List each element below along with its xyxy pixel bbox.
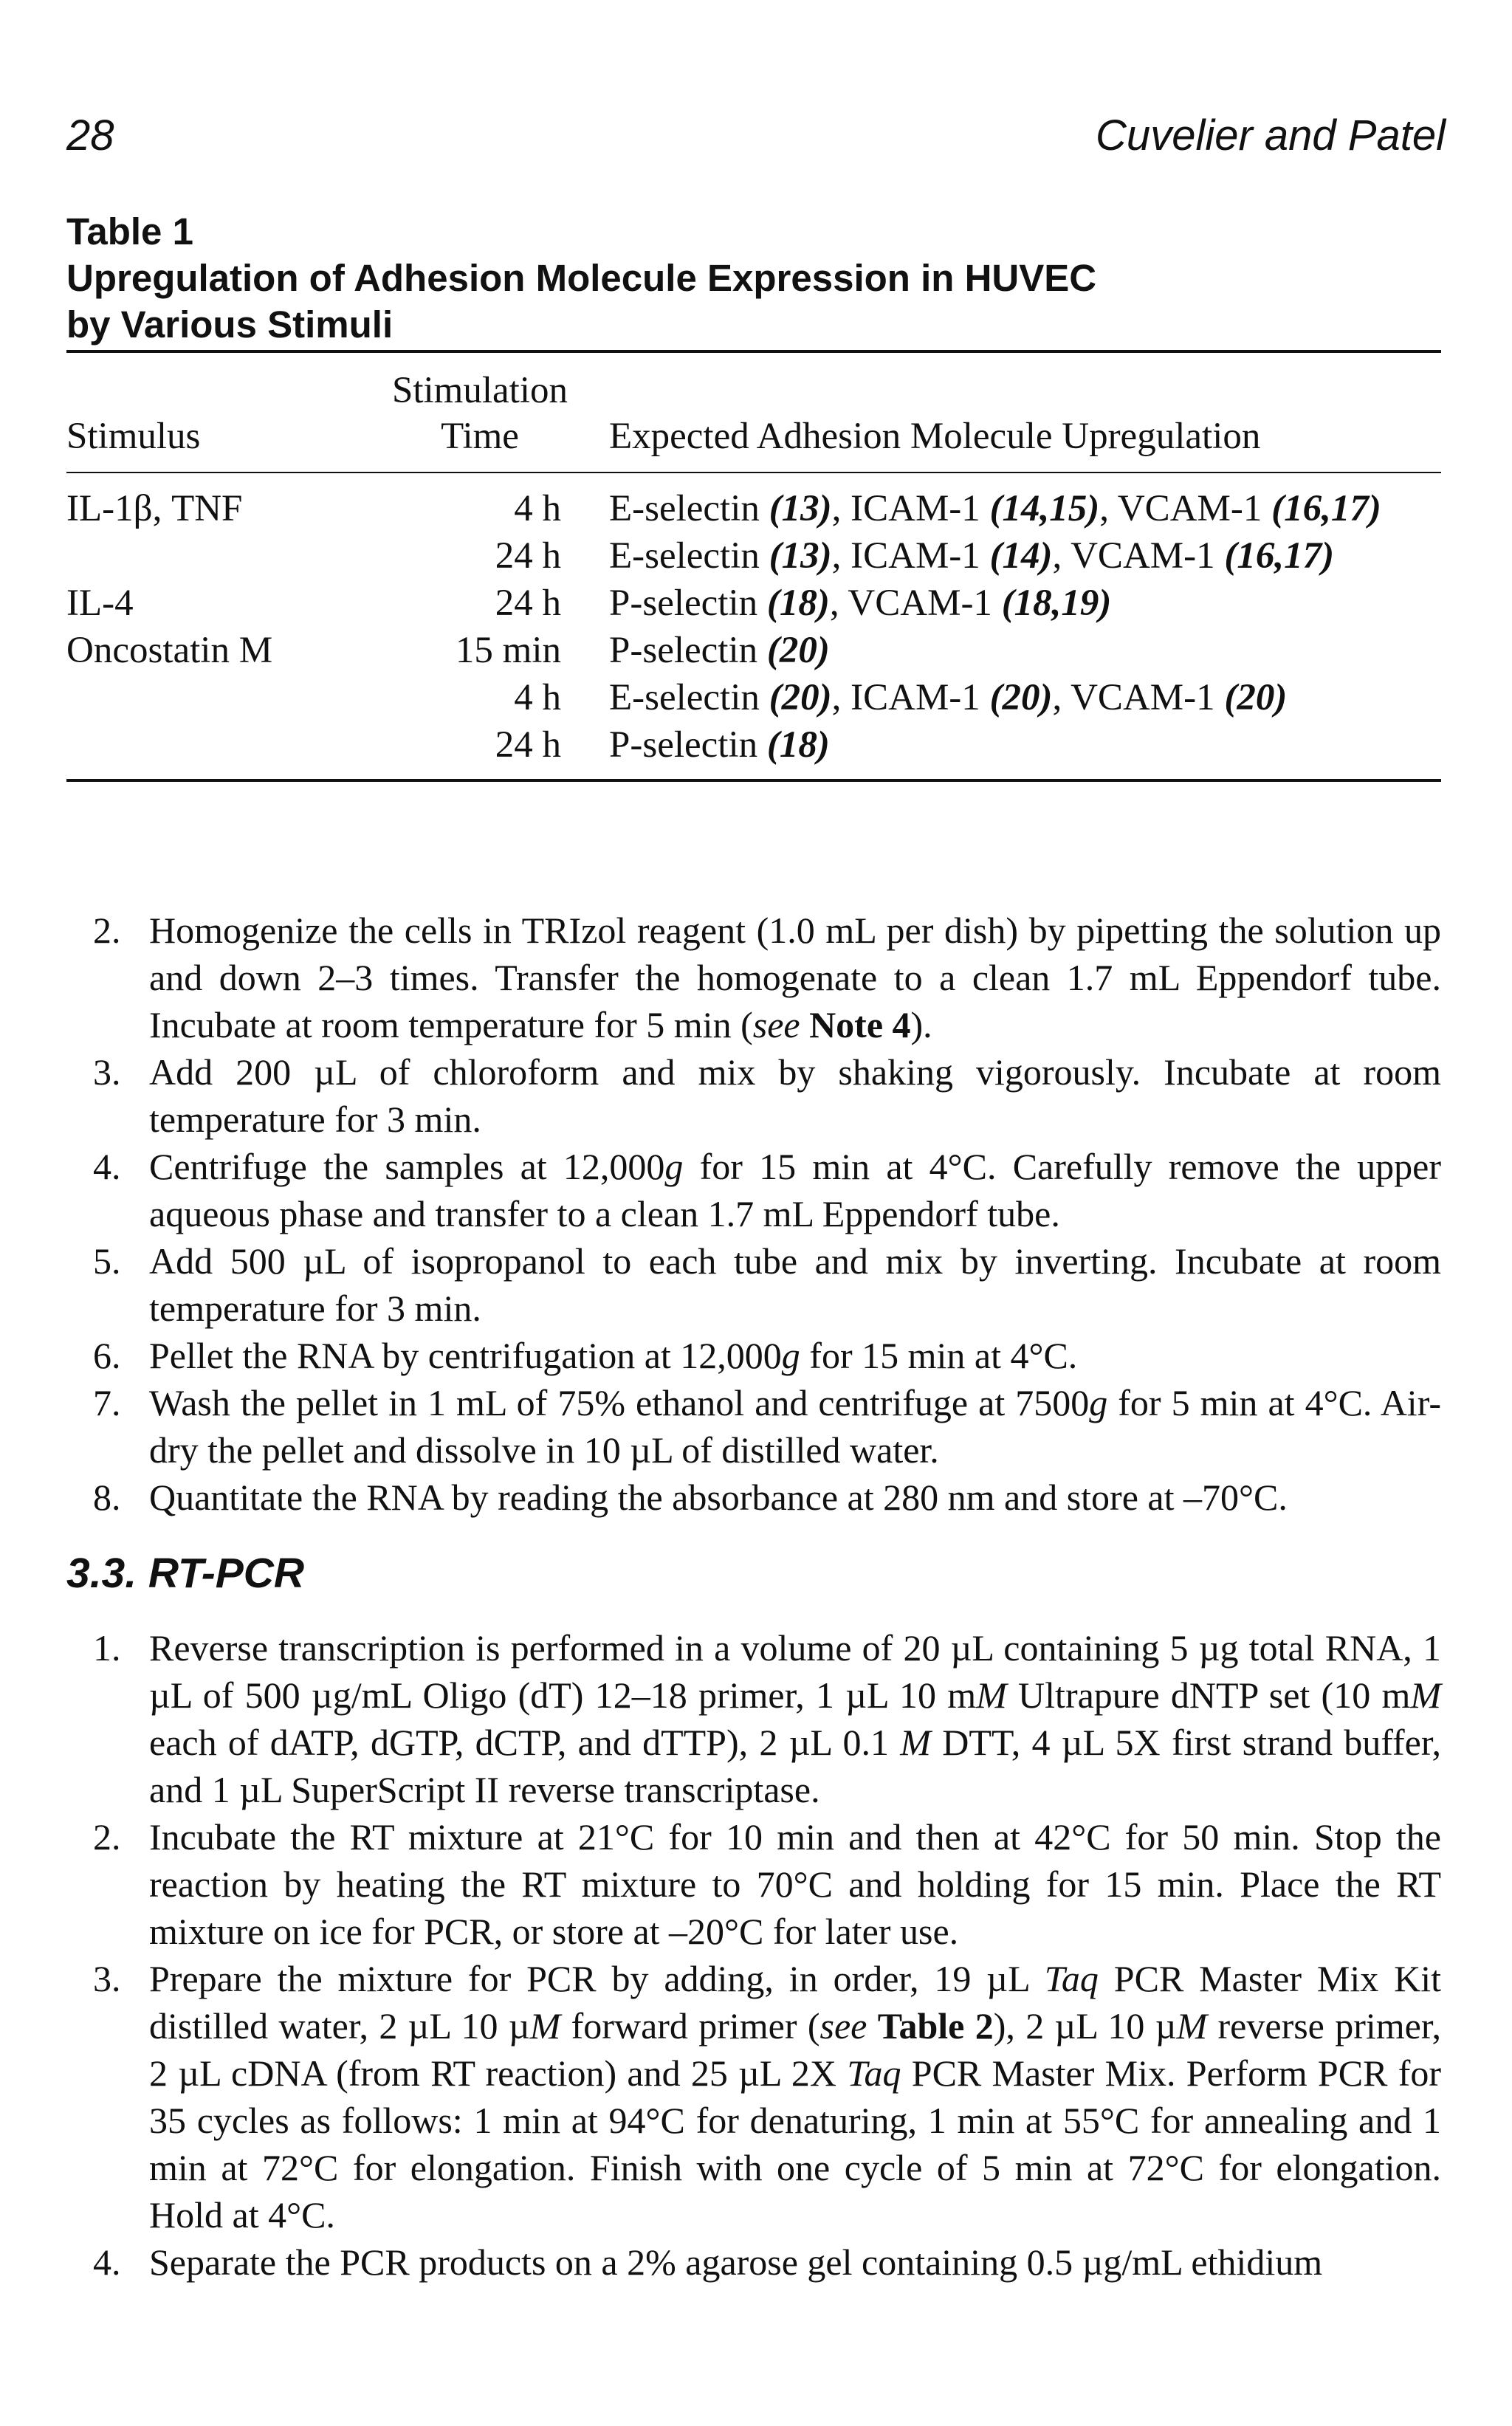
step-text bbox=[867, 2005, 877, 2047]
reference-citation: (16,17) bbox=[1224, 535, 1335, 577]
reference-citation: (16,17) bbox=[1271, 488, 1381, 529]
step-text: PCR Master Mix. Perform PCR for 35 cycles as follows: 1 min at 94°C for denaturing, 1 min at 55°C for annealing and 1 min at 72°C for elongation. Finish with one cycle of 5 min at 72°C for elongation. Hold at 4°C. bbox=[149, 2052, 1441, 2236]
header-time-line2: Time bbox=[441, 416, 519, 457]
step-text: Prepare the mixture for PCR by adding, in order, 19 µL bbox=[149, 1958, 1045, 1999]
step-text: M bbox=[1176, 2005, 1208, 2047]
list-item bbox=[66, 1624, 1441, 1813]
table-cell-stimulus: IL-1β, TNF bbox=[66, 488, 243, 529]
step-number: 4. bbox=[93, 1146, 121, 1187]
step-text: g bbox=[664, 1146, 684, 1187]
step-text: DTT, 4 µL 5X first strand buffer, and 1 µL SuperScript II reverse transcriptase. bbox=[149, 1722, 1442, 1810]
molecule-name: E-selectin bbox=[609, 535, 769, 577]
step-text: each of dATP, dGTP, dCTP, and dTTP), 2 µL 0.1 bbox=[149, 1722, 901, 1763]
table-cell-stimulus: IL-4 bbox=[66, 583, 134, 624]
step-text bbox=[800, 1004, 810, 1045]
table-cell-time: 4 h bbox=[514, 677, 561, 718]
reference-citation: (14,15) bbox=[989, 488, 1100, 529]
table-cell-expected bbox=[609, 676, 1287, 719]
molecule-name: , ICAM-1 bbox=[831, 535, 990, 577]
running-title: Cuvelier and Patel bbox=[1096, 111, 1446, 159]
step-text: see bbox=[819, 2005, 867, 2047]
step-text: g bbox=[1089, 1382, 1108, 1423]
molecule-name: , ICAM-1 bbox=[831, 488, 990, 529]
step-text: ), 2 µL 10 µ bbox=[993, 2005, 1177, 2047]
step-text: Note 4 bbox=[809, 1004, 911, 1045]
step-number: 3. bbox=[93, 1051, 121, 1093]
step-text: Add 500 µL of isopropanol to each tube and mix by inverting. Incubate at room temperature for 3 min. bbox=[149, 1240, 1441, 1329]
step-number: 8. bbox=[93, 1477, 121, 1518]
table-cell-time: 15 min bbox=[455, 630, 561, 671]
step-text: Add 200 µL of chloroform and mix by shaking vigorously. Incubate at room temperature for 3 min. bbox=[149, 1051, 1441, 1140]
list-item bbox=[66, 1379, 1441, 1474]
section-heading: 3.3. RT-PCR bbox=[66, 1550, 305, 1597]
procedure-steps-rtpcr bbox=[66, 1624, 1441, 2286]
step-text: reverse primer, 2 µL cDNA (from RT reaction) and 25 µL 2X bbox=[149, 2005, 1441, 2094]
reference-citation: (20) bbox=[766, 630, 830, 671]
step-text: forward primer ( bbox=[560, 2005, 820, 2047]
step-text: for 15 min at 4°C. bbox=[800, 1335, 1078, 1376]
step-number: 4. bbox=[93, 2241, 121, 2283]
step-text: M bbox=[900, 1722, 931, 1763]
step-text: M bbox=[529, 2005, 561, 2047]
step-text: Taq bbox=[847, 2052, 901, 2094]
list-item bbox=[66, 2238, 1441, 2286]
table-header-rule bbox=[66, 472, 1441, 473]
running-head bbox=[66, 111, 1446, 162]
page-number: 28 bbox=[66, 111, 114, 159]
table-cell-time: 24 h bbox=[495, 535, 561, 577]
step-text: g bbox=[781, 1335, 800, 1376]
molecule-name: P-selectin bbox=[609, 724, 767, 766]
step-text: Taq bbox=[1044, 1958, 1099, 1999]
table-bottom-rule bbox=[66, 779, 1441, 782]
table-cell-time: 24 h bbox=[495, 583, 561, 624]
step-number: 5. bbox=[93, 1240, 121, 1282]
step-number: 2. bbox=[93, 1816, 121, 1858]
table-title-line2: by Various Stimuli bbox=[66, 303, 394, 346]
reference-citation: (20) bbox=[1224, 677, 1288, 718]
table-label: Table 1 bbox=[66, 210, 193, 252]
table-cell-expected bbox=[609, 582, 1111, 625]
step-text: Centrifuge the samples at 12,000 bbox=[149, 1146, 665, 1187]
step-text: Separate the PCR products on a 2% agarose gel containing 0.5 µg/mL ethidium bbox=[149, 2241, 1323, 2283]
reference-citation: (20) bbox=[989, 677, 1053, 718]
step-text: Homogenize the cells in TRIzol reagent (1.0 mL per dish) by pipetting the solution up and down 2–3 times. Transfer the homogenate to a clean 1.7 mL Eppendorf tube. Incubate at room temperature for 5 min ( bbox=[149, 910, 1441, 1045]
reference-citation: (13) bbox=[769, 535, 832, 577]
table-cell-time: 4 h bbox=[514, 488, 561, 529]
step-number: 6. bbox=[93, 1335, 121, 1376]
procedure-steps-rna bbox=[66, 907, 1441, 1521]
step-number: 2. bbox=[93, 910, 121, 951]
step-text: Pellet the RNA by centrifugation at 12,000 bbox=[149, 1335, 782, 1376]
list-item bbox=[66, 907, 1441, 1048]
table-top-rule bbox=[66, 350, 1441, 353]
step-text: PCR Master Mix Kit distilled water, 2 µL 10 µ bbox=[149, 1958, 1441, 2047]
list-item bbox=[66, 1474, 1441, 1521]
step-number: 1. bbox=[93, 1627, 121, 1669]
header-time-line1: Stimulation bbox=[391, 370, 568, 411]
reference-citation: (18) bbox=[766, 724, 830, 766]
reference-citation: (20) bbox=[769, 677, 832, 718]
molecule-name: E-selectin bbox=[609, 677, 769, 718]
list-item bbox=[66, 1143, 1441, 1237]
table-cell-stimulus: Oncostatin M bbox=[66, 630, 273, 671]
step-text: see bbox=[752, 1004, 800, 1045]
step-number: 3. bbox=[93, 1958, 121, 1999]
molecule-name: P-selectin bbox=[609, 630, 767, 671]
step-text: M bbox=[1410, 1674, 1441, 1716]
table-cell-expected bbox=[609, 629, 830, 672]
molecule-name: P-selectin bbox=[609, 583, 767, 624]
molecule-name: , ICAM-1 bbox=[831, 677, 990, 718]
table-cell-expected bbox=[609, 724, 830, 766]
list-item bbox=[66, 1955, 1441, 2238]
table-cell-time: 24 h bbox=[495, 724, 561, 766]
molecule-name: , VCAM-1 bbox=[1099, 488, 1272, 529]
table-header bbox=[66, 369, 1441, 465]
step-text: Table 2 bbox=[877, 2005, 994, 2047]
step-text: for 15 min at 4°C. Carefully remove the upper aqueous phase and transfer to a clean 1.7 mL Eppendorf tube. bbox=[149, 1146, 1441, 1234]
list-item bbox=[66, 1048, 1441, 1143]
header-expected: Expected Adhesion Molecule Upregulation bbox=[609, 416, 1261, 457]
step-text: Ultrapure dNTP set (10 m bbox=[1006, 1674, 1411, 1716]
table-caption bbox=[66, 208, 1440, 348]
header-stimulus: Stimulus bbox=[66, 416, 201, 457]
table-body bbox=[66, 487, 1441, 768]
reference-citation: (14) bbox=[989, 535, 1053, 577]
molecule-name: , VCAM-1 bbox=[829, 583, 1002, 624]
reference-citation: (18) bbox=[766, 583, 830, 624]
molecule-name: , VCAM-1 bbox=[1052, 677, 1225, 718]
step-text: Quantitate the RNA by reading the absorbance at 280 nm and store at –70°C. bbox=[149, 1477, 1288, 1518]
list-item bbox=[66, 1237, 1441, 1332]
list-item bbox=[66, 1813, 1441, 1955]
step-text: Incubate the RT mixture at 21°C for 10 min and then at 42°C for 50 min. Stop the reaction by heating the RT mixture to 70°C and holding for 15 min. Place the RT mixture on ice for PCR, or store at –20°C for later use. bbox=[149, 1816, 1441, 1952]
step-number: 7. bbox=[93, 1382, 121, 1423]
table-cell-expected bbox=[609, 487, 1381, 530]
molecule-name: , VCAM-1 bbox=[1052, 535, 1225, 577]
molecule-name: E-selectin bbox=[609, 488, 769, 529]
step-text: ). bbox=[910, 1004, 932, 1045]
reference-citation: (18,19) bbox=[1001, 583, 1112, 624]
reference-citation: (13) bbox=[769, 488, 832, 529]
table-cell-expected bbox=[609, 535, 1334, 577]
table-title-line1: Upregulation of Adhesion Molecule Expression in HUVEC bbox=[66, 257, 1097, 299]
step-text: M bbox=[976, 1674, 1007, 1716]
step-text: Reverse transcription is performed in a volume of 20 µL containing 5 µg total RNA, 1 µL of 500 µg/mL Oligo (dT) 12–18 primer, 1 µL 10 m bbox=[149, 1627, 1441, 1716]
list-item bbox=[66, 1332, 1441, 1379]
step-text: Wash the pellet in 1 mL of 75% ethanol and centrifuge at 7500 bbox=[149, 1382, 1090, 1423]
step-text: for 5 min at 4°C. Air-dry the pellet and dissolve in 10 µL of distilled water. bbox=[149, 1382, 1441, 1471]
